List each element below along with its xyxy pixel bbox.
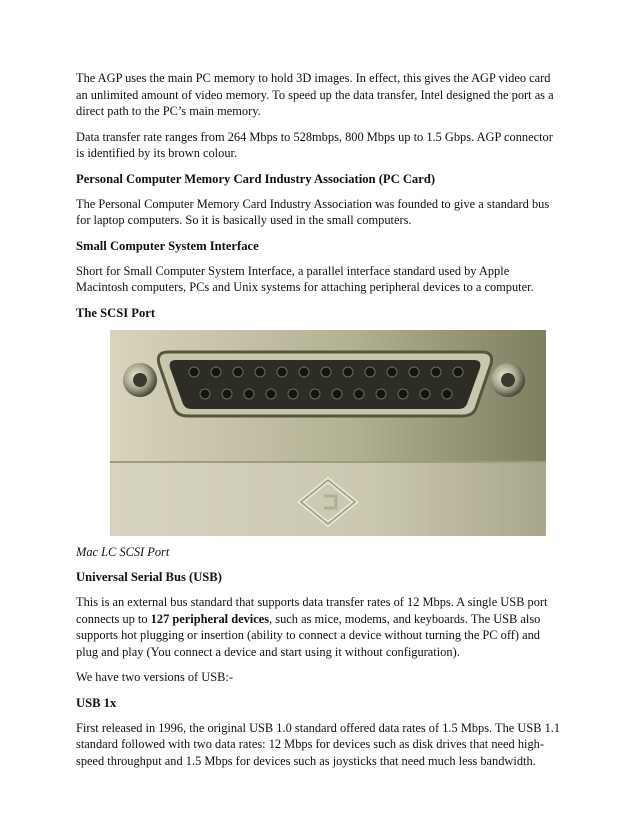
usb-bold-text: 127 peripheral devices <box>150 611 270 626</box>
scsi-heading: Small Computer System Interface <box>76 238 259 253</box>
scsi-paragraph: Short for Small Computer System Interface, a parallel interface standard used by Apple Macintosh computers, PCs and Unix systems for attaching peripheral devices to a computer. <box>76 263 534 294</box>
usb1x-paragraph: First released in 1996, the original USB 1.0 standard offered data rates of 1.5 Mbps. The USB 1.1 standard followed with two data rates: 12 Mbps for devices such as disk drives that need high-speed throughput and 1.5 Mbps for devices such as joysticks that need much less bandwidth. <box>76 720 561 768</box>
usb-text-before: This is an external bus standard that supports data transfer rates of 12 Mbps. A single USB port connects up to <box>76 595 548 626</box>
usb-versions-paragraph: We have two versions of USB:- <box>76 670 233 684</box>
agp-paragraph-2: Data transfer rate ranges from 264 Mbps to 528mbps, 800 Mbps up to 1.5 Gbps. AGP connector is identified by its brown colour. <box>76 129 553 160</box>
agp-paragraph-1: The AGP uses the main PC memory to hold 3D images. In effect, this gives the AGP video card an unlimited amount of video memory. To speed up the data transfer, Intel designed the port as a direct path to the PC’s main memory. <box>76 71 554 118</box>
usb-heading: Universal Serial Bus (USB) <box>76 570 222 584</box>
pcmcia-paragraph: The Personal Computer Memory Card Industry Association was founded to give a standard bus for laptop computers. So it is basically used in the small computers. <box>76 196 550 227</box>
usb1x-heading: USB 1x <box>76 695 117 710</box>
document-body <box>76 70 562 778</box>
usb-text-after: , such as mice, modems, and keyboards. The USB also supports hot plugging or insertion (ability to connect a device without turning the PC off) and plug and play (You connect a device and start using it without configuration). <box>76 611 541 659</box>
scsi-port-photo <box>110 330 546 536</box>
pcmcia-heading: Personal Computer Memory Card Industry Association (PC Card) <box>76 171 436 186</box>
scsi-port-heading: The SCSI Port <box>76 305 156 320</box>
usb-paragraph <box>76 594 562 660</box>
figure-caption: Mac LC SCSI Port <box>76 544 170 559</box>
